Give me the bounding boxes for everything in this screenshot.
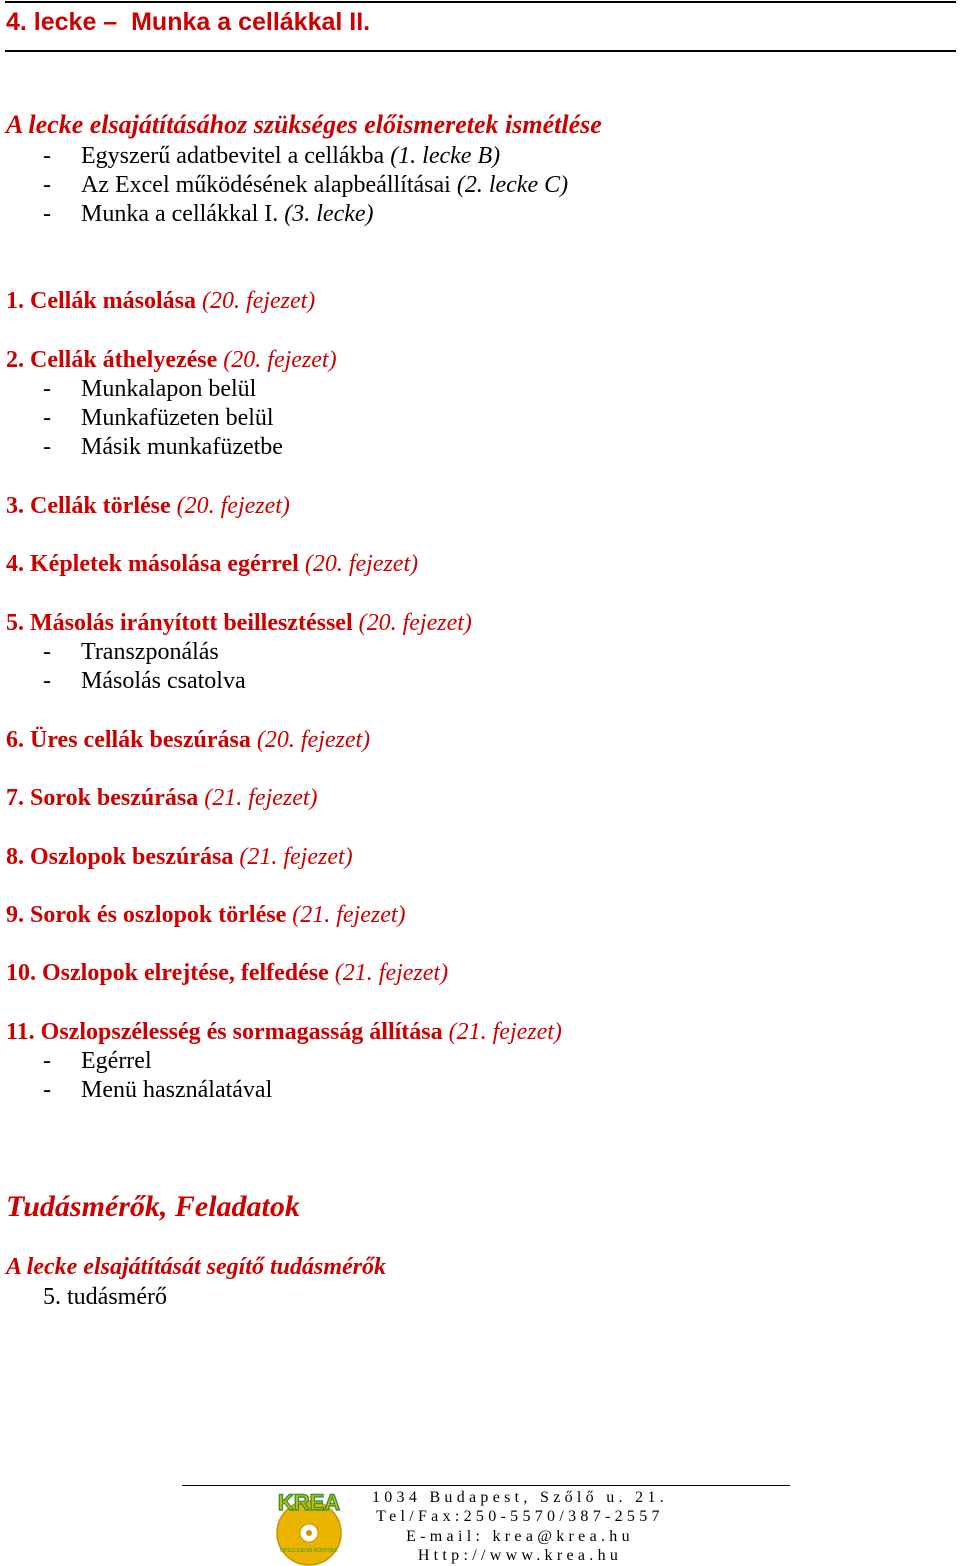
top-rule: [5, 1, 956, 3]
item-text: Másolás csatolva: [81, 668, 246, 694]
item-text: Az Excel működésének alapbeállításai: [81, 172, 451, 198]
section-heading-2: 2. Cellák áthelyezése (20. fejezet): [6, 347, 337, 373]
section-heading-4: 4. Képletek másolása egérrel (20. fejezet): [6, 551, 419, 577]
item-text: Egyszerű adatbevitel a cellákba: [81, 143, 385, 169]
item-ref: (2. lecke C): [456, 172, 569, 198]
footer-rule: [182, 1485, 790, 1486]
section-heading-1: 1. Cellák másolása (20. fejezet): [6, 288, 316, 314]
item-text: Munkafüzeten belül: [81, 405, 274, 431]
logo-wordmark: KREA: [277, 1490, 341, 1515]
footer-phone: Tel/Fax:250-5570/387-2557: [376, 1508, 664, 1526]
tasks-subheading: A lecke elsajátítását segítő tudásmérők: [6, 1254, 386, 1280]
item-text: Munka a cellákkal I.: [81, 201, 279, 227]
section-heading-7: 7. Sorok beszúrása (21. fejezet): [6, 785, 318, 811]
logo-ring-text: INTELLIGENS KÖNYVEK: [279, 1548, 339, 1554]
tasks-heading: Tudásmérők, Feladatok: [6, 1190, 300, 1223]
item-text: Munkalapon belül: [81, 376, 257, 402]
item-text: Menü használatával: [81, 1077, 273, 1103]
bullet-dash: -: [43, 172, 51, 198]
bullet-dash: -: [43, 201, 51, 227]
item-text: Másik munkafüzetbe: [81, 434, 283, 460]
section-heading-5: 5. Másolás irányított beillesztéssel (20. fejezet): [6, 610, 472, 636]
footer-contact: [365, 1488, 675, 1565]
item-text: Transzponálás: [81, 639, 219, 665]
title-rule: [5, 50, 956, 52]
section-heading-6: 6. Üres cellák beszúrása (20. fejezet): [6, 727, 371, 753]
footer-email: E-mail: krea@krea.hu: [406, 1527, 634, 1545]
section-heading-11: 11. Oszlopszélesség és sormagasság állítása (21. fejezet): [6, 1019, 562, 1045]
item-text: Egérrel: [81, 1048, 152, 1074]
bullet-dash: -: [43, 143, 51, 169]
section-heading-3: 3. Cellák törlése (20. fejezet): [6, 493, 290, 519]
footer-web: Http://www.krea.hu: [417, 1546, 623, 1564]
footer-address: 1034 Budapest, Szőlő u. 21.: [371, 1489, 669, 1506]
tasks-item: 5. tudásmérő: [43, 1284, 167, 1310]
section-heading-10: 10. Oszlopok elrejtése, felfedése (21. fejezet): [6, 960, 449, 986]
page-title: 4. lecke – Munka a cellákkal II.: [6, 8, 371, 36]
krea-logo-icon: [268, 1488, 350, 1566]
section-heading-9: 9. Sorok és oszlopok törlése (21. fejezet): [6, 902, 406, 928]
item-ref: (1. lecke B): [390, 143, 501, 169]
prereq-heading: A lecke elsajátításához szükséges előismeretek ismétlése: [6, 110, 602, 139]
item-ref: (3. lecke): [284, 201, 374, 227]
section-heading-8: 8. Oszlopok beszúrása (21. fejezet): [6, 844, 353, 870]
